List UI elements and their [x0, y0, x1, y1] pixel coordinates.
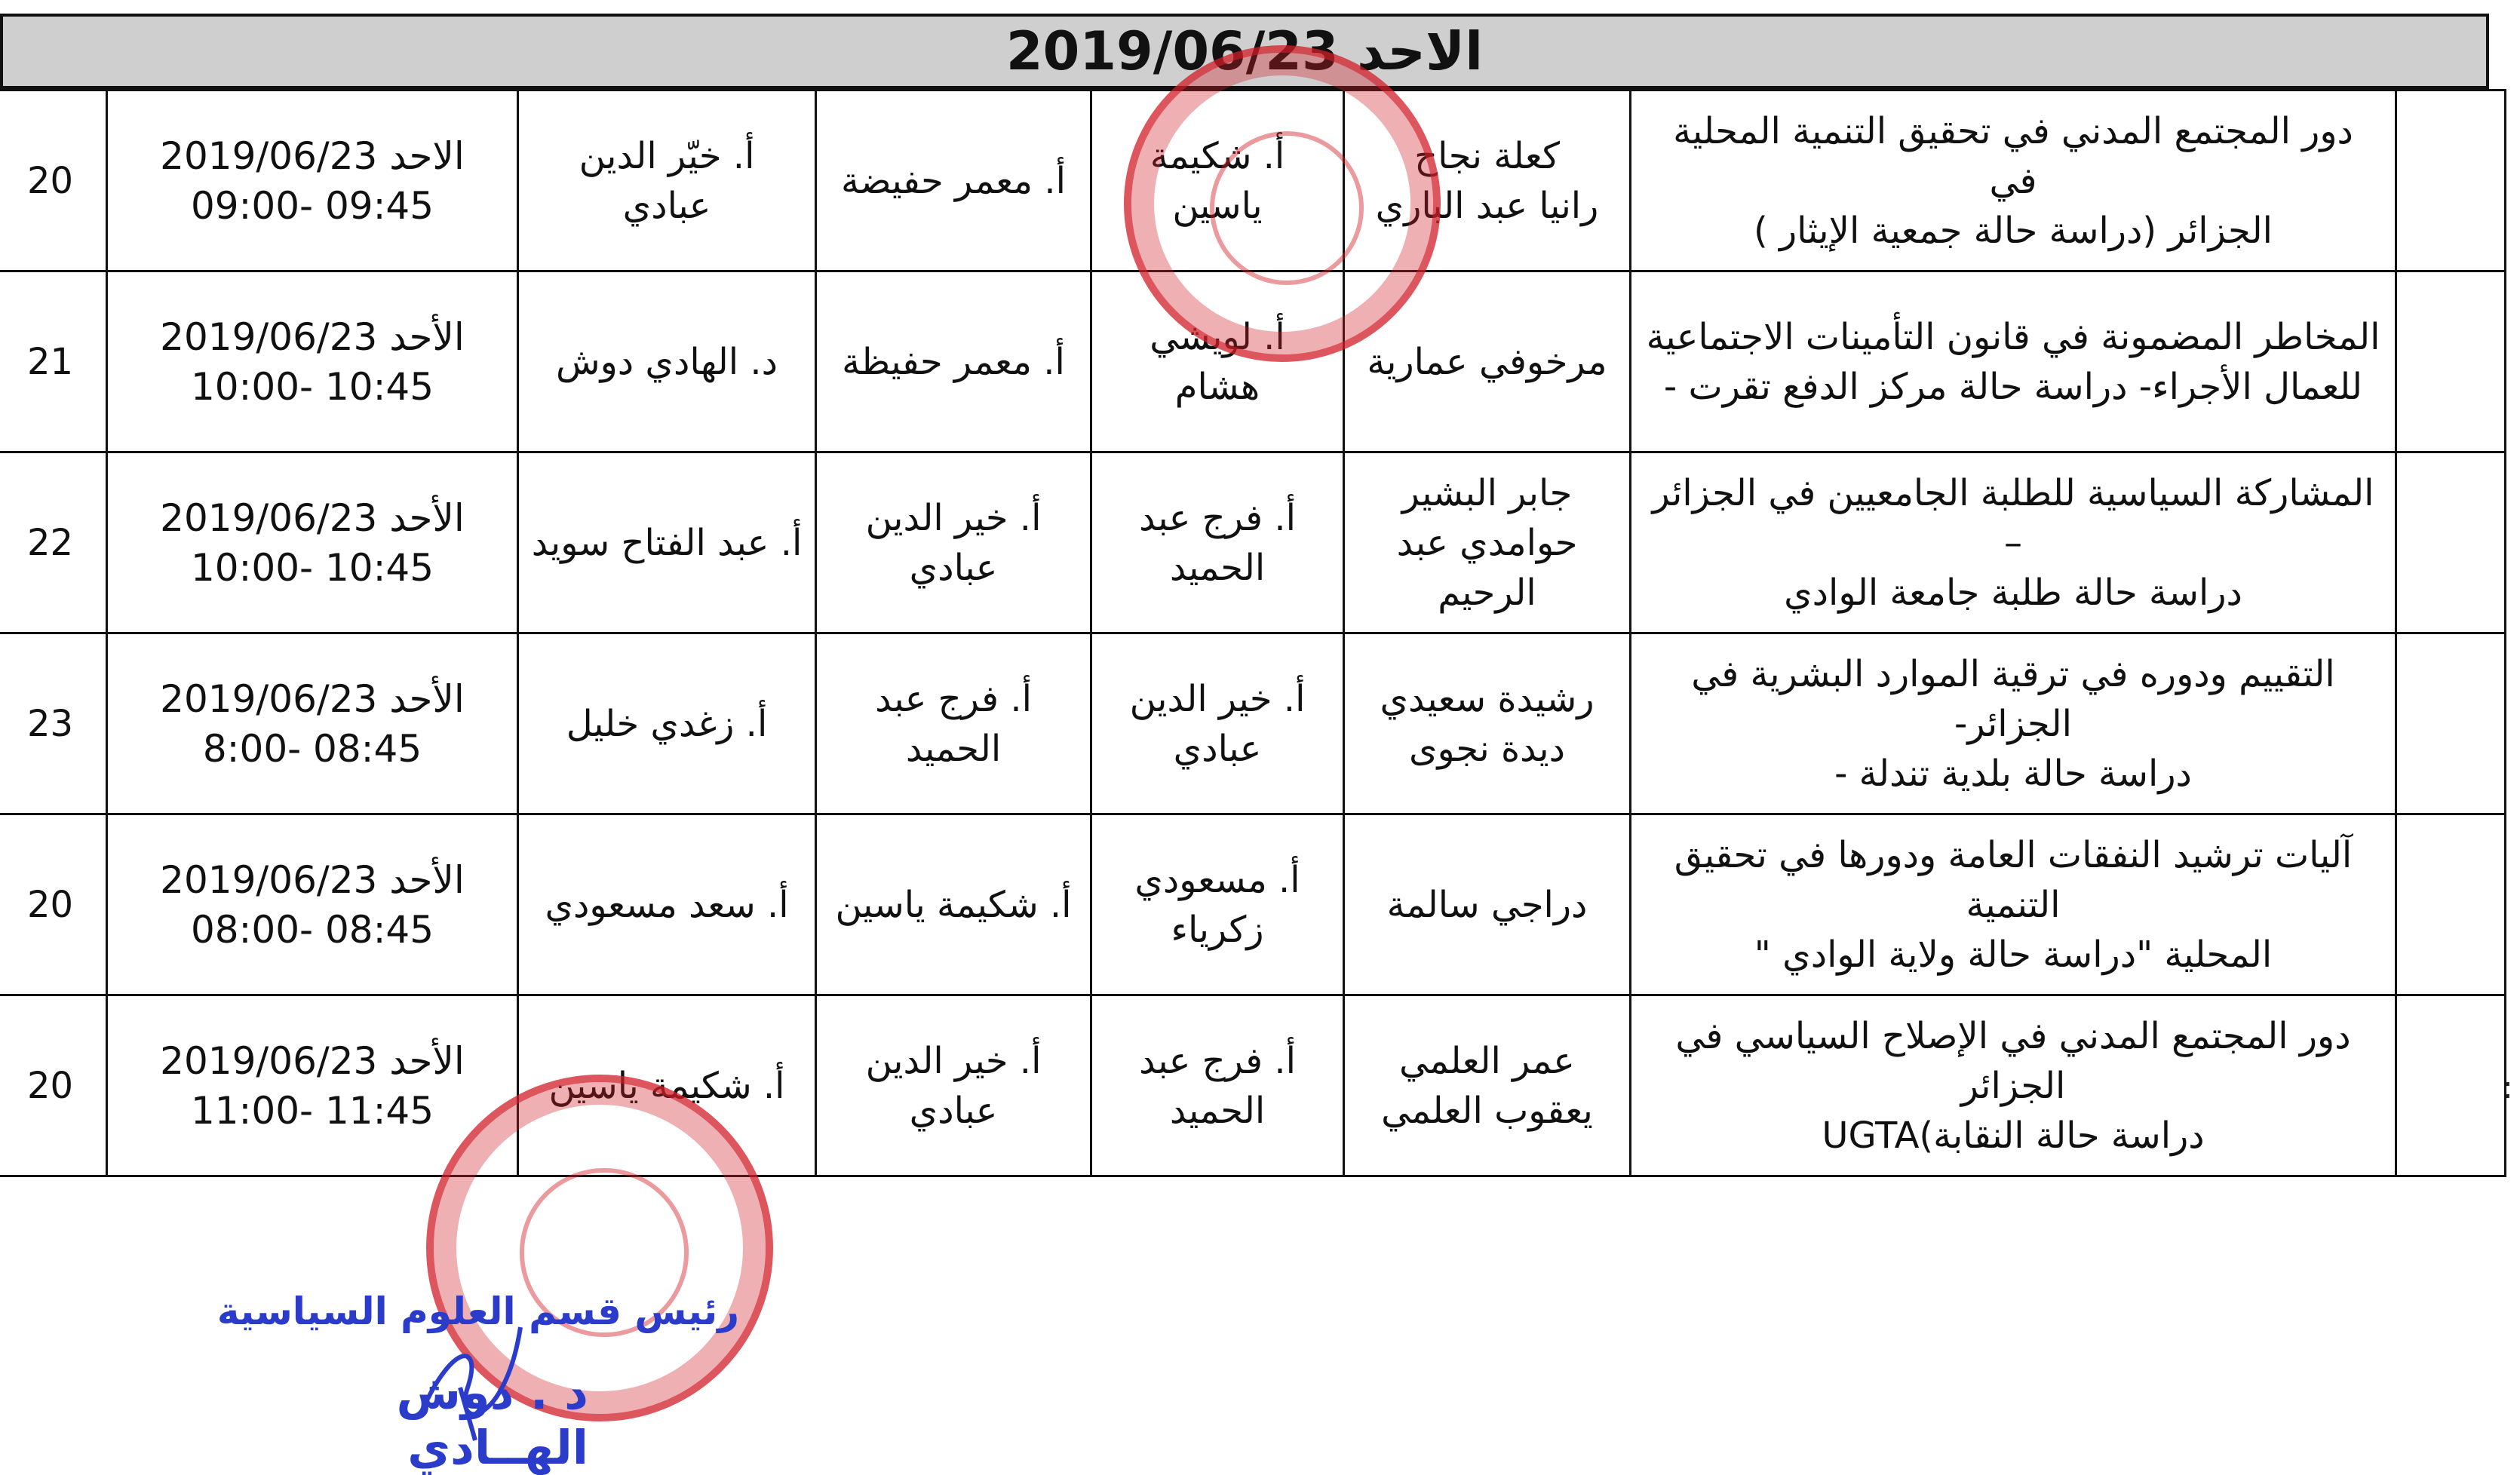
date-time-cell	[107, 814, 518, 995]
margin-mark: :	[2503, 1071, 2513, 1105]
date-time-cell	[107, 90, 518, 271]
supervisor-name: أ. لويشي هشام	[1150, 315, 1285, 408]
session-time: 10:00- 10:45	[190, 364, 434, 409]
examiner-name: أ. شكيمة ياسين	[548, 1064, 785, 1107]
students-cell	[1344, 814, 1631, 995]
session-date: الاحد 2019/06/23	[160, 133, 465, 178]
supervisor-cell	[1091, 452, 1344, 633]
date-time-cell	[107, 452, 518, 633]
examiner-cell	[518, 814, 816, 995]
thesis-title-cell	[1631, 995, 2396, 1176]
table-row	[0, 633, 2506, 814]
supervisor-name: أ. مسعودي زكرياء	[1134, 858, 1300, 951]
examiner-cell	[518, 271, 816, 452]
thesis-title-cell	[1631, 633, 2396, 814]
table-row	[0, 452, 2506, 633]
students-cell	[1344, 452, 1631, 633]
table-row	[0, 995, 2506, 1176]
blank-cell	[2396, 452, 2506, 633]
thesis-title-line: الجزائر (دراسة حالة جمعية الإيثار )	[1753, 209, 2273, 252]
blank-cell	[2396, 814, 2506, 995]
member-name: أ. خير الدين عبادي	[865, 1039, 1042, 1132]
session-time: 09:00- 09:45	[190, 183, 434, 228]
row-number: 20	[0, 995, 107, 1176]
student-name: دراجي سالمة	[1386, 883, 1588, 926]
row-number: 20	[0, 814, 107, 995]
supervisor-cell	[1091, 633, 1344, 814]
table-row	[0, 814, 2506, 995]
signature-title: رئيس قسم العلوم السياسية	[216, 1289, 739, 1333]
thesis-title-line: المخاطر المضمونة في قانون التأمينات الاجتماعية	[1646, 315, 2380, 358]
student-name: حوامدي عبد الرحيم	[1396, 521, 1578, 614]
thesis-title-line: المحلية "دراسة حالة ولاية الوادي "	[1754, 933, 2273, 976]
examiner-name: أ. زغدي خليل	[566, 702, 768, 745]
session-date: الأحد 2019/06/23	[160, 495, 465, 540]
member-name: أ. خير الدين عبادي	[865, 496, 1042, 589]
examiner-name: أ. سعد مسعودي	[545, 883, 789, 926]
students-cell	[1344, 995, 1631, 1176]
thesis-title-cell	[1631, 452, 2396, 633]
thesis-title-line: دور المجتمع المدني في تحقيق التنمية المحلية في	[1673, 109, 2353, 202]
student-name: رانيا عبد الباري	[1375, 184, 1599, 227]
student-name: عمر العلمي	[1399, 1039, 1575, 1082]
member-name: أ. فرج عبد الحميد	[875, 677, 1032, 770]
session-date: الأحد 2019/06/23	[160, 857, 465, 902]
date-time-cell	[107, 633, 518, 814]
member-cell	[816, 995, 1091, 1176]
blank-cell	[2396, 90, 2506, 271]
examiner-cell	[518, 452, 816, 633]
row-number: 21	[0, 271, 107, 452]
examiner-cell	[518, 90, 816, 271]
thesis-title-line: UGTA(دراسة حالة النقابة	[1822, 1114, 2205, 1157]
official-stamp	[1124, 45, 1441, 362]
member-name: أ. معمر حفيضة	[840, 159, 1066, 202]
student-name: كعلة نجاح	[1414, 134, 1560, 177]
session-time: 11:00- 11:45	[190, 1088, 434, 1133]
member-cell	[816, 271, 1091, 452]
thesis-title-line: التقييم ودوره في ترقية الموارد البشرية في الجزائر-	[1691, 652, 2335, 745]
member-cell	[816, 90, 1091, 271]
member-name: أ. شكيمة ياسين	[835, 883, 1072, 926]
session-date: الأحد 2019/06/23	[160, 676, 465, 721]
blank-cell	[2396, 271, 2506, 452]
session-time: 8:00- 08:45	[202, 726, 422, 771]
supervisor-cell	[1091, 814, 1344, 995]
thesis-title-line: المشاركة السياسية للطلبة الجامعيين في الجزائر –	[1652, 471, 2374, 564]
thesis-title-cell	[1631, 814, 2396, 995]
row-number: 23	[0, 633, 107, 814]
supervisor-name: أ. خير الدين عبادي	[1129, 677, 1306, 770]
blank-cell	[2396, 995, 2506, 1176]
member-cell	[816, 452, 1091, 633]
thesis-title-line: آليات ترشيد النفقات العامة ودورها في تحقيق التنمية	[1674, 833, 2353, 926]
member-cell	[816, 633, 1091, 814]
thesis-title-line: دور المجتمع المدني في الإصلاح السياسي في الجزائر	[1675, 1014, 2351, 1107]
row-number: 20	[0, 90, 107, 271]
supervisor-name: أ. فرج عبد الحميد	[1139, 1039, 1296, 1132]
examiner-cell	[518, 633, 816, 814]
student-name: رشيدة سعيدي	[1380, 677, 1595, 720]
supervisor-cell	[1091, 995, 1344, 1176]
student-name: جابر البشير	[1401, 471, 1573, 514]
examiner-name: أ. عبد الفتاح سويد	[531, 521, 803, 564]
student-name: ديدة نجوى	[1408, 727, 1566, 770]
signature-scribble	[392, 1297, 543, 1448]
thesis-title-cell	[1631, 90, 2396, 271]
signature-name: د . دوش الهــادي	[396, 1365, 588, 1475]
page-title: الاحد 2019/06/23	[1005, 20, 1484, 82]
session-date: الأحد 2019/06/23	[160, 314, 465, 359]
thesis-title-line: دراسة حالة بلدية تندلة -	[1834, 752, 2192, 795]
student-name: مرخوفي عمارية	[1367, 340, 1607, 383]
row-number: 22	[0, 452, 107, 633]
member-cell	[816, 814, 1091, 995]
session-time: 10:00- 10:45	[190, 545, 434, 590]
students-cell	[1344, 633, 1631, 814]
supervisor-name: أ. شكيمة ياسين	[1150, 134, 1285, 227]
supervisor-name: أ. فرج عبد الحميد	[1139, 496, 1296, 589]
thesis-title-line: دراسة حالة طلبة جامعة الوادي	[1784, 571, 2242, 614]
examiner-name: أ. خيّر الدين عبادي	[579, 134, 755, 227]
thesis-title-cell	[1631, 271, 2396, 452]
member-name: أ. معمر حفيظة	[842, 340, 1065, 383]
date-time-cell	[107, 271, 518, 452]
student-name: يعقوب العلمي	[1381, 1089, 1593, 1132]
thesis-title-line: للعمال الأجراء- دراسة حالة مركز الدفع تقرت -	[1663, 365, 2363, 408]
blank-cell	[2396, 633, 2506, 814]
examiner-name: د. الهادي دوش	[556, 340, 778, 383]
session-date: الأحد 2019/06/23	[160, 1038, 465, 1083]
session-time: 08:00- 08:45	[190, 907, 434, 952]
